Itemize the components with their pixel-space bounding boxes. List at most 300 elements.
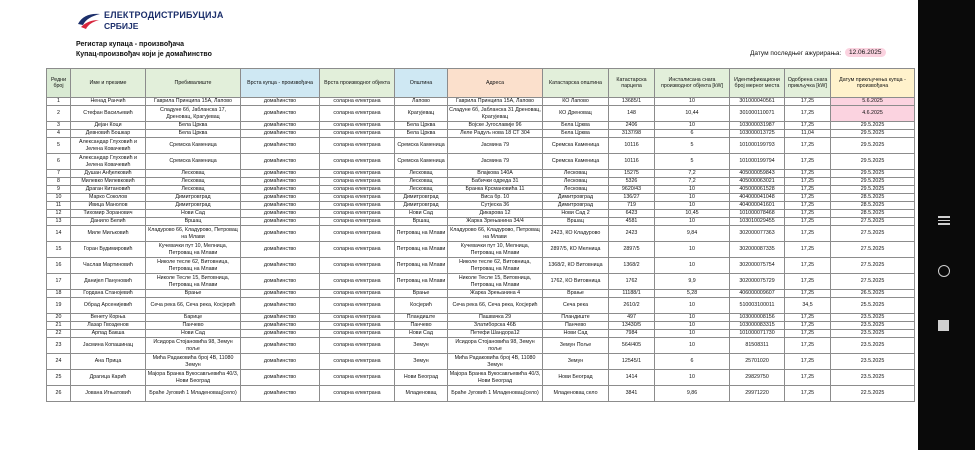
metering-point-id-cell: 103010029455 xyxy=(730,218,785,226)
installed-power-cell: 10 xyxy=(655,314,730,322)
customer-type-cell: домаћинство xyxy=(241,130,320,138)
connection-date-cell: 28.5.2025 xyxy=(831,202,915,210)
bird-logo-icon xyxy=(76,10,102,32)
row-number-cell: 22 xyxy=(47,330,71,338)
cadastral-municipality-cell: Бела Црква xyxy=(543,130,609,138)
municipality-cell: Вршац xyxy=(395,218,448,226)
row-number-cell: 9 xyxy=(47,186,71,194)
metering-point-id-cell: 301000040561 xyxy=(730,98,785,106)
address-cell: Исидора Стојановића 98, Земун поље xyxy=(448,338,543,354)
municipality-cell: Земун xyxy=(395,354,448,370)
object-type-cell: соларна електрана xyxy=(320,218,395,226)
table-row xyxy=(47,338,915,354)
cadastral-municipality-cell: Земун Поље xyxy=(543,338,609,354)
residence-cell: Димитровград xyxy=(146,202,241,210)
address-cell: Гаврила Принципа 15А, Лапово xyxy=(448,98,543,106)
residence-cell: Николе Тесле 15, Витовница, Петровац на Млави xyxy=(146,274,241,290)
residence-cell: Браће Југовић 1 Младеновац(село) xyxy=(146,386,241,402)
metering-point-id-cell: 302000075754 xyxy=(730,258,785,274)
cadastral-parcel-cell: 2897/5 xyxy=(609,242,655,258)
table-row xyxy=(47,258,915,274)
home-icon[interactable] xyxy=(938,265,950,277)
metering-point-id-cell: 101000199794 xyxy=(730,154,785,170)
brand-logo xyxy=(76,8,224,34)
full-name-cell: Гордана Станојевић xyxy=(71,290,146,298)
address-cell: Браће Југовић 1 Младеновац(село) xyxy=(448,386,543,402)
metering-point-id-cell: 101000071730 xyxy=(730,330,785,338)
cadastral-municipality-cell: Сремска Каменица xyxy=(543,154,609,170)
table-row xyxy=(47,274,915,290)
cadastral-municipality-cell: Сремска Каменица xyxy=(543,138,609,154)
installed-power-cell: 10 xyxy=(655,194,730,202)
residence-cell: Димитровград xyxy=(146,194,241,202)
customer-type-cell: домаћинство xyxy=(241,178,320,186)
table-row xyxy=(47,242,915,258)
table-row xyxy=(47,154,915,170)
column-header: Име и презиме xyxy=(71,69,146,98)
connection-date-cell: 5.6.2025 xyxy=(831,98,915,106)
connection-date-cell: 23.5.2025 xyxy=(831,370,915,386)
full-name-cell: Горан Будимировић xyxy=(71,242,146,258)
residence-cell: Нови Сад xyxy=(146,210,241,218)
municipality-cell: Нови Сад xyxy=(395,210,448,218)
residence-cell: Панчево xyxy=(146,322,241,330)
municipality-cell: Лесковац xyxy=(395,186,448,194)
customer-type-cell: домаћинство xyxy=(241,314,320,322)
table-header-row xyxy=(47,69,915,98)
object-type-cell: соларна електрана xyxy=(320,242,395,258)
register-title: Регистар купаца - произвођача xyxy=(76,41,185,48)
metering-point-id-cell: 103000031987 xyxy=(730,122,785,130)
installed-power-cell: 9,9 xyxy=(655,274,730,290)
cadastral-parcel-cell: 15275 xyxy=(609,170,655,178)
approved-power-cell: 17,25 xyxy=(785,258,831,274)
customer-type-cell: домаћинство xyxy=(241,122,320,130)
row-number-cell: 1 xyxy=(47,98,71,106)
object-type-cell: соларна електрана xyxy=(320,330,395,338)
residence-cell: Вршац xyxy=(146,218,241,226)
cadastral-parcel-cell: 497 xyxy=(609,314,655,322)
object-type-cell: соларна електрана xyxy=(320,202,395,210)
metering-point-id-cell: 301000110071 xyxy=(730,106,785,122)
installed-power-cell: 10 xyxy=(655,186,730,194)
address-cell: Јасмина 79 xyxy=(448,138,543,154)
connection-date-cell: 29.5.2025 xyxy=(831,138,915,154)
residence-cell: Сремска Каменица xyxy=(146,138,241,154)
column-header: Редни број xyxy=(47,69,71,98)
full-name-cell: Драгица Карић xyxy=(71,370,146,386)
row-number-cell: 11 xyxy=(47,202,71,210)
last-update-value: 12.06.2025 xyxy=(845,48,886,57)
object-type-cell: соларна електрана xyxy=(320,322,395,330)
connection-date-cell: 27.5.2025 xyxy=(831,218,915,226)
approved-power-cell: 17,25 xyxy=(785,170,831,178)
customer-type-cell: домаћинство xyxy=(241,274,320,290)
full-name-cell: Обрад Арсенијевић xyxy=(71,298,146,314)
cadastral-parcel-cell: 136/27 xyxy=(609,194,655,202)
approved-power-cell: 17,25 xyxy=(785,226,831,242)
cadastral-municipality-cell: Вршац xyxy=(543,218,609,226)
municipality-cell: Косјерић xyxy=(395,298,448,314)
table-row xyxy=(47,290,915,298)
connection-date-cell: 29.5.2025 xyxy=(831,170,915,178)
metering-point-id-cell: 510003100011 xyxy=(730,298,785,314)
installed-power-cell: 10 xyxy=(655,242,730,258)
table-row xyxy=(47,194,915,202)
customer-type-cell: домаћинство xyxy=(241,354,320,370)
connection-date-cell: 27.5.2025 xyxy=(831,242,915,258)
cadastral-parcel-cell: 7984 xyxy=(609,330,655,338)
column-header: Општина xyxy=(395,69,448,98)
metering-point-id-cell: 103000083315 xyxy=(730,322,785,330)
customer-type-cell: домаћинство xyxy=(241,194,320,202)
full-name-cell: Ана Прица xyxy=(71,354,146,370)
installed-power-cell: 9,84 xyxy=(655,226,730,242)
object-type-cell: соларна електрана xyxy=(320,314,395,322)
approved-power-cell: 17,25 xyxy=(785,218,831,226)
row-number-cell: 25 xyxy=(47,370,71,386)
residence-cell: Мајора Бранка Вукосављевића 40/3, Нови Београд xyxy=(146,370,241,386)
residence-cell: Исидора Стојановића 98, Земун поље xyxy=(146,338,241,354)
residence-cell: Бела Црква xyxy=(146,130,241,138)
installed-power-cell: 10 xyxy=(655,322,730,330)
customer-type-cell: домаћинство xyxy=(241,226,320,242)
customer-type-cell: домаћинство xyxy=(241,210,320,218)
approved-power-cell: 17,25 xyxy=(785,242,831,258)
cadastral-municipality-cell: Сеча река xyxy=(543,298,609,314)
cadastral-parcel-cell: 2610/2 xyxy=(609,298,655,314)
approved-power-cell: 17,25 xyxy=(785,210,831,218)
object-type-cell: соларна електрана xyxy=(320,194,395,202)
connection-date-cell: 23.5.2025 xyxy=(831,322,915,330)
metering-point-id-cell: 81508311 xyxy=(730,338,785,354)
object-type-cell: соларна електрана xyxy=(320,186,395,194)
customer-type-cell: домаћинство xyxy=(241,138,320,154)
residence-cell: Сладуне 6б, Јабланска 17, Дреновац, Крагујевац xyxy=(146,106,241,122)
installed-power-cell: 10 xyxy=(655,98,730,106)
connection-date-cell: 27.5.2025 xyxy=(831,258,915,274)
table-row xyxy=(47,330,915,338)
cadastral-municipality-cell: Врање xyxy=(543,290,609,298)
row-number-cell: 7 xyxy=(47,170,71,178)
table-row xyxy=(47,226,915,242)
approved-power-cell: 17,25 xyxy=(785,370,831,386)
table-row xyxy=(47,386,915,402)
address-cell: Сеча река 66, Сеча река, Косјерић xyxy=(448,298,543,314)
column-header: Катастарска парцела xyxy=(609,69,655,98)
cadastral-parcel-cell: 13430/5 xyxy=(609,322,655,330)
row-number-cell: 2 xyxy=(47,106,71,122)
metering-point-id-cell: 29829750 xyxy=(730,370,785,386)
installed-power-cell: 10 xyxy=(655,298,730,314)
customer-type-cell: домаћинство xyxy=(241,258,320,274)
installed-power-cell: 10 xyxy=(655,338,730,354)
connection-date-cell: 29.5.2025 xyxy=(831,130,915,138)
municipality-cell: Крагујевац xyxy=(395,106,448,122)
cadastral-parcel-cell: 10116 xyxy=(609,154,655,170)
customer-type-cell: домаћинство xyxy=(241,330,320,338)
cadastral-municipality-cell: 1368/2, КО Витовница xyxy=(543,258,609,274)
full-name-cell: Ивица Манолов xyxy=(71,202,146,210)
connection-date-cell: 29.5.2025 xyxy=(831,122,915,130)
object-type-cell: соларна електрана xyxy=(320,298,395,314)
connection-date-cell: 29.5.2025 xyxy=(831,186,915,194)
full-name-cell: Милевко Милевковић xyxy=(71,178,146,186)
address-cell: Пашвачка 29 xyxy=(448,314,543,322)
municipality-cell: Лесковац xyxy=(395,178,448,186)
object-type-cell: соларна електрана xyxy=(320,122,395,130)
table-row xyxy=(47,322,915,330)
connection-date-cell: 27.5.2025 xyxy=(831,226,915,242)
full-name-cell: Часлав Мартиновић xyxy=(71,258,146,274)
customer-type-cell: домаћинство xyxy=(241,98,320,106)
cadastral-parcel-cell: 10116 xyxy=(609,138,655,154)
connection-date-cell: 23.5.2025 xyxy=(831,338,915,354)
metering-point-id-cell: 103000008156 xyxy=(730,314,785,322)
cadastral-parcel-cell: 3137/98 xyxy=(609,130,655,138)
residence-cell: Лесковац xyxy=(146,178,241,186)
installed-power-cell: 7,2 xyxy=(655,178,730,186)
full-name-cell: Александар Глуховић и Јелена Ковачевић xyxy=(71,154,146,170)
object-type-cell: соларна електрана xyxy=(320,370,395,386)
address-cell: Јасмина 79 xyxy=(448,154,543,170)
cadastral-municipality-cell: Лесковац xyxy=(543,186,609,194)
object-type-cell: соларна електрана xyxy=(320,130,395,138)
connection-date-cell: 29.5.2025 xyxy=(831,178,915,186)
address-cell: Кучевачки пут 10, Мелница, Петровац на Млави xyxy=(448,242,543,258)
address-cell: Виса бр. 10 xyxy=(448,194,543,202)
object-type-cell: соларна електрана xyxy=(320,290,395,298)
cadastral-municipality-cell: Димитровград xyxy=(543,194,609,202)
residence-cell: Мића Радаковића број 4В, 11080 Земун xyxy=(146,354,241,370)
installed-power-cell: 10 xyxy=(655,202,730,210)
row-number-cell: 5 xyxy=(47,138,71,154)
object-type-cell: соларна електрана xyxy=(320,98,395,106)
municipality-cell: Димитровград xyxy=(395,194,448,202)
table-row xyxy=(47,298,915,314)
customer-type-cell: домаћинство xyxy=(241,242,320,258)
table-row xyxy=(47,130,915,138)
metering-point-id-cell: 103000013725 xyxy=(730,130,785,138)
register-subtitle: Купац-произвођач који је домаћинство xyxy=(76,51,212,58)
full-name-cell: Тихомир Зоранович xyxy=(71,210,146,218)
back-icon[interactable] xyxy=(938,320,949,331)
cadastral-parcel-cell: 3841 xyxy=(609,386,655,402)
customer-type-cell: домаћинство xyxy=(241,202,320,210)
cadastral-municipality-cell: КО Дреновац xyxy=(543,106,609,122)
table-row xyxy=(47,122,915,130)
connection-date-cell: 28.5.2025 xyxy=(831,194,915,202)
municipality-cell: Димитровград xyxy=(395,202,448,210)
installed-power-cell: 6 xyxy=(655,354,730,370)
row-number-cell: 23 xyxy=(47,338,71,354)
column-header: Одобрена снага прикључка [kW] xyxy=(785,69,831,98)
full-name-cell: Девновић Бошкар xyxy=(71,130,146,138)
object-type-cell: соларна електрана xyxy=(320,178,395,186)
customer-type-cell: домаћинство xyxy=(241,370,320,386)
brand-name: ЕЛЕКТРОДИСТРИБУЦИЈА xyxy=(104,10,224,20)
approved-power-cell: 17,25 xyxy=(785,354,831,370)
column-header: Катастарска општина xyxy=(543,69,609,98)
approved-power-cell: 17,25 xyxy=(785,154,831,170)
address-cell: Николе тесле 62, Витовница, Петровац на Млави xyxy=(448,258,543,274)
approved-power-cell: 34,5 xyxy=(785,298,831,314)
address-cell: Мића Радаковића број 4В, 11080 Земун xyxy=(448,354,543,370)
metering-point-id-cell: 405000061528 xyxy=(730,186,785,194)
approved-power-cell: 17,25 xyxy=(785,98,831,106)
full-name-cell: Миле Миљковић xyxy=(71,226,146,242)
metering-point-id-cell: 302000077363 xyxy=(730,226,785,242)
cadastral-parcel-cell: 1414 xyxy=(609,370,655,386)
connection-date-cell: 25.5.2025 xyxy=(831,298,915,314)
row-number-cell: 16 xyxy=(47,258,71,274)
municipality-cell: Петровац на Млави xyxy=(395,226,448,242)
table-row xyxy=(47,138,915,154)
customer-type-cell: домаћинство xyxy=(241,386,320,402)
cadastral-parcel-cell: 6423 xyxy=(609,210,655,218)
residence-cell: Бела Црква xyxy=(146,122,241,130)
approved-power-cell: 17,25 xyxy=(785,338,831,354)
metering-point-id-cell: 25701020 xyxy=(730,354,785,370)
object-type-cell: соларна електрана xyxy=(320,338,395,354)
cadastral-municipality-cell: Земун xyxy=(543,354,609,370)
municipality-cell: Лапово xyxy=(395,98,448,106)
residence-cell: Николе тесле 62, Витовница, Петровац на Млави xyxy=(146,258,241,274)
installed-power-cell: 9,86 xyxy=(655,386,730,402)
object-type-cell: соларна електрана xyxy=(320,354,395,370)
installed-power-cell: 7,2 xyxy=(655,170,730,178)
address-cell: Кладурово 66, Кладурово, Петровац на Млави xyxy=(448,226,543,242)
cadastral-parcel-cell: 2423 xyxy=(609,226,655,242)
address-cell: Петефи Шандора12 xyxy=(448,330,543,338)
cadastral-municipality-cell: Нови Сад xyxy=(543,330,609,338)
metering-point-id-cell: 29971220 xyxy=(730,386,785,402)
table-row xyxy=(47,370,915,386)
installed-power-cell: 10 xyxy=(655,330,730,338)
row-number-cell: 3 xyxy=(47,122,71,130)
row-number-cell: 19 xyxy=(47,298,71,314)
column-header: Адреса xyxy=(448,69,543,98)
address-cell: Војске Југославије 96 xyxy=(448,122,543,130)
approved-power-cell: 17,25 xyxy=(785,202,831,210)
municipality-cell: Панчево xyxy=(395,322,448,330)
table-row xyxy=(47,106,915,122)
connection-date-cell: 23.5.2025 xyxy=(831,330,915,338)
column-header: Датум прикључења купца - произвођача xyxy=(831,69,915,98)
municipality-cell: Бела Црква xyxy=(395,130,448,138)
object-type-cell: соларна електрана xyxy=(320,170,395,178)
customer-type-cell: домаћинство xyxy=(241,338,320,354)
row-number-cell: 21 xyxy=(47,322,71,330)
cadastral-municipality-cell: Лесковац xyxy=(543,170,609,178)
municipality-cell: Петровац на Млави xyxy=(395,242,448,258)
full-name-cell: Арпад Бакша xyxy=(71,330,146,338)
address-cell: Жарка Зрењанина 34/4 xyxy=(448,218,543,226)
table-row xyxy=(47,170,915,178)
installed-power-cell: 10,44 xyxy=(655,106,730,122)
address-cell: Бранка Крсмановића 11 xyxy=(448,186,543,194)
table-row xyxy=(47,202,915,210)
approved-power-cell: 17,25 xyxy=(785,330,831,338)
residence-cell: Кучевачки пут 10, Мелница, Петровац на Млави xyxy=(146,242,241,258)
connection-date-cell: 23.5.2025 xyxy=(831,314,915,322)
residence-cell: Нови Сад xyxy=(146,330,241,338)
municipality-cell: Нови Београд xyxy=(395,370,448,386)
installed-power-cell: 6 xyxy=(655,130,730,138)
customer-type-cell: домаћинство xyxy=(241,298,320,314)
recent-apps-icon[interactable] xyxy=(938,214,950,227)
full-name-cell: Данијел Пануновић xyxy=(71,274,146,290)
connection-date-cell: 22.5.2025 xyxy=(831,386,915,402)
row-number-cell: 12 xyxy=(47,210,71,218)
customer-type-cell: домаћинство xyxy=(241,322,320,330)
residence-cell: Сеча река 66, Сеча река, Косјерић xyxy=(146,298,241,314)
installed-power-cell: 10 xyxy=(655,218,730,226)
customer-type-cell: домаћинство xyxy=(241,106,320,122)
full-name-cell: Венету Корња xyxy=(71,314,146,322)
object-type-cell: соларна електрана xyxy=(320,386,395,402)
installed-power-cell: 10 xyxy=(655,370,730,386)
connection-date-cell: 28.5.2025 xyxy=(831,210,915,218)
column-header: Инсталисана снага производног објекта [kW] xyxy=(655,69,730,98)
cadastral-municipality-cell: Димитровград xyxy=(543,202,609,210)
cadastral-municipality-cell: Младеновац село xyxy=(543,386,609,402)
object-type-cell: соларна електрана xyxy=(320,226,395,242)
residence-cell: Врање xyxy=(146,290,241,298)
connection-date-cell: 26.5.2025 xyxy=(831,290,915,298)
metering-point-id-cell: 302000087335 xyxy=(730,242,785,258)
cadastral-parcel-cell: 4581 xyxy=(609,218,655,226)
cadastral-parcel-cell: 9620/43 xyxy=(609,186,655,194)
full-name-cell: Душан Анђелковић xyxy=(71,170,146,178)
address-cell: Николе Тесле 15, Витовница, Петровац на Млави xyxy=(448,274,543,290)
full-name-cell: Јована Игњатовић xyxy=(71,386,146,402)
row-number-cell: 13 xyxy=(47,218,71,226)
metering-point-id-cell: 101000199793 xyxy=(730,138,785,154)
register-table xyxy=(46,68,915,402)
approved-power-cell: 17,25 xyxy=(785,106,831,122)
table-row xyxy=(47,354,915,370)
approved-power-cell: 17,25 xyxy=(785,290,831,298)
address-cell: Сладуне 6б, Јабланска 31 Дреновац, Крагујевац xyxy=(449,107,541,120)
cadastral-municipality-cell: Пландиште xyxy=(543,314,609,322)
full-name-cell: Стефан Васиљевић xyxy=(71,106,146,122)
cadastral-parcel-cell: 719 xyxy=(609,202,655,210)
approved-power-cell: 17,25 xyxy=(785,122,831,130)
connection-date-cell: 29.5.2025 xyxy=(831,154,915,170)
last-update-label: Датум последњег ажурирања: xyxy=(750,50,842,57)
full-name-cell: Данило Белић xyxy=(71,218,146,226)
customer-type-cell: домаћинство xyxy=(241,186,320,194)
column-header: Врста купца - произвођача xyxy=(241,69,320,98)
full-name-cell: Александар Глуховић и Јелена Ковачевић xyxy=(71,138,146,154)
cadastral-parcel-cell: 12545/1 xyxy=(609,354,655,370)
cadastral-municipality-cell: Панчево xyxy=(543,322,609,330)
cadastral-municipality-cell: Бела Црква xyxy=(543,122,609,130)
metering-point-id-cell: 302000075729 xyxy=(730,274,785,290)
customer-type-cell: домаћинство xyxy=(241,170,320,178)
approved-power-cell: 17,25 xyxy=(785,194,831,202)
object-type-cell: соларна електрана xyxy=(320,258,395,274)
cadastral-municipality-cell: Нови Београд xyxy=(543,370,609,386)
cadastral-parcel-cell: 2406 xyxy=(609,122,655,130)
municipality-cell: Земун xyxy=(395,338,448,354)
approved-power-cell: 17,25 xyxy=(785,314,831,322)
approved-power-cell: 17,25 xyxy=(785,178,831,186)
row-number-cell: 15 xyxy=(47,242,71,258)
full-name-cell: Дејан Коци xyxy=(71,122,146,130)
cadastral-municipality-cell: 1762, КО Витовница xyxy=(543,274,609,290)
